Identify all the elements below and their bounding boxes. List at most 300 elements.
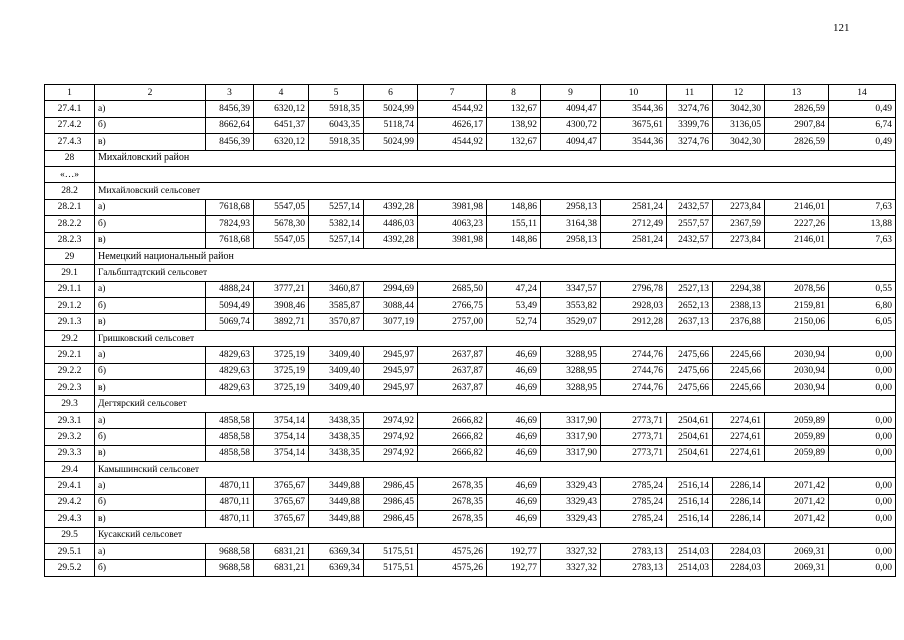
value-cell: 2773,71 [601,429,667,445]
group-row [45,330,896,346]
row-code: 29.2.2 [45,363,95,379]
row-code: 28.2.3 [45,232,95,248]
value-cell: 2432,57 [667,199,713,215]
value-cell: 6369,34 [309,560,364,576]
column-number-header: 6 [364,85,418,101]
value-cell: 4094,47 [541,101,601,117]
value-cell: 3892,71 [254,314,309,330]
value-cell: 3288,95 [541,347,601,363]
value-cell: 5547,05 [254,232,309,248]
value-cell: 2986,45 [364,494,418,510]
value-cell: 3754,14 [254,445,309,461]
value-cell: 138,92 [487,117,541,133]
value-cell: 2785,24 [601,494,667,510]
row-code: 29.1.1 [45,281,95,297]
value-cell: 3077,19 [364,314,418,330]
value-cell: 3725,19 [254,363,309,379]
value-cell: 2284,03 [713,560,765,576]
value-cell: 2030,94 [765,380,829,396]
row-option: б) [95,494,206,510]
table-row [45,445,896,461]
value-cell: 2773,71 [601,445,667,461]
value-cell: 7618,68 [206,199,254,215]
value-cell: 3449,88 [309,511,364,527]
value-cell: 2637,13 [667,314,713,330]
value-cell: 2069,31 [765,560,829,576]
value-cell: 3327,32 [541,543,601,559]
value-cell: 148,86 [487,199,541,215]
value-cell: 2159,81 [765,298,829,314]
value-cell: 3449,88 [309,478,364,494]
row-option: а) [95,347,206,363]
value-cell: 3042,30 [713,101,765,117]
table-row [45,412,896,428]
value-cell: 5175,51 [364,560,418,576]
row-option: б) [95,298,206,314]
value-cell: 4544,92 [418,101,487,117]
row-option: б) [95,560,206,576]
section-code: 29 [45,248,95,264]
column-number-header: 8 [487,85,541,101]
value-cell: 2245,66 [713,347,765,363]
value-cell: 155,11 [487,216,541,232]
table-row [45,478,896,494]
value-cell: 3438,35 [309,412,364,428]
column-number-header: 11 [667,85,713,101]
value-cell: 2945,97 [364,347,418,363]
table-row [45,429,896,445]
value-cell: 3570,87 [309,314,364,330]
table-row [45,560,896,576]
omission-row [45,166,896,182]
value-cell: 46,69 [487,412,541,428]
value-cell: 46,69 [487,478,541,494]
value-cell: 2245,66 [713,363,765,379]
value-cell: 2504,61 [667,412,713,428]
value-cell: 4544,92 [418,134,487,150]
value-cell: 2945,97 [364,380,418,396]
value-cell: 3088,44 [364,298,418,314]
value-cell: 4888,24 [206,281,254,297]
value-cell: 3329,43 [541,511,601,527]
value-cell: 0,55 [829,281,896,297]
value-cell: 0,49 [829,134,896,150]
value-cell: 2712,49 [601,216,667,232]
section-name: Немецкий национальный район [95,248,896,264]
row-code: 27.4.2 [45,117,95,133]
value-cell: 2432,57 [667,232,713,248]
value-cell: 0,00 [829,511,896,527]
row-option: в) [95,445,206,461]
value-cell: 46,69 [487,347,541,363]
value-cell: 2516,14 [667,494,713,510]
row-option: а) [95,543,206,559]
value-cell: 2826,59 [765,101,829,117]
value-cell: 9688,58 [206,543,254,559]
group-name: Михайловский сельсовет [95,183,896,199]
value-cell: 2685,50 [418,281,487,297]
group-row [45,265,896,281]
value-cell: 0,00 [829,560,896,576]
value-cell: 0,00 [829,445,896,461]
value-cell: 2376,88 [713,314,765,330]
value-cell: 5918,35 [309,101,364,117]
group-row [45,396,896,412]
table-row [45,314,896,330]
value-cell: 2974,92 [364,412,418,428]
value-cell: 132,67 [487,101,541,117]
value-cell: 2146,01 [765,199,829,215]
value-cell: 3754,14 [254,429,309,445]
value-cell: 2030,94 [765,347,829,363]
value-cell: 2986,45 [364,511,418,527]
value-cell: 2227,26 [765,216,829,232]
value-cell: 4829,63 [206,347,254,363]
value-cell: 4858,58 [206,429,254,445]
value-cell: 6369,34 [309,543,364,559]
value-cell: 6043,35 [309,117,364,133]
value-cell: 2974,92 [364,445,418,461]
group-name: Дегтярский сельсовет [95,396,896,412]
row-option: б) [95,429,206,445]
column-number-header: 13 [765,85,829,101]
row-option: а) [95,478,206,494]
value-cell: 3725,19 [254,380,309,396]
value-cell: 6,74 [829,117,896,133]
value-cell: 46,69 [487,494,541,510]
value-cell: 3327,32 [541,560,601,576]
value-cell: 3529,07 [541,314,601,330]
value-cell: 3908,46 [254,298,309,314]
value-cell: 52,74 [487,314,541,330]
value-cell: 2666,82 [418,412,487,428]
row-option: в) [95,314,206,330]
value-cell: 2514,03 [667,560,713,576]
value-cell: 3347,57 [541,281,601,297]
value-cell: 7,63 [829,232,896,248]
value-cell: 3765,67 [254,511,309,527]
value-cell: 3136,05 [713,117,765,133]
row-code: 29.3.1 [45,412,95,428]
value-cell: 0,00 [829,363,896,379]
row-code: 29.5.2 [45,560,95,576]
value-cell: 2986,45 [364,478,418,494]
table-row [45,363,896,379]
value-cell: 2994,69 [364,281,418,297]
value-cell: 2286,14 [713,494,765,510]
value-cell: 4858,58 [206,412,254,428]
section-code: 28 [45,150,95,166]
value-cell: 3777,21 [254,281,309,297]
group-row [45,527,896,543]
value-cell: 2475,66 [667,380,713,396]
value-cell: 5547,05 [254,199,309,215]
value-cell: 3409,40 [309,380,364,396]
value-cell: 2284,03 [713,543,765,559]
column-number-header: 10 [601,85,667,101]
row-option: б) [95,363,206,379]
column-number-header: 14 [829,85,896,101]
value-cell: 4486,03 [364,216,418,232]
value-cell: 2678,35 [418,511,487,527]
group-name: Гришковский сельсовет [95,330,896,346]
value-cell: 5118,74 [364,117,418,133]
omission-marker: «…» [45,166,95,182]
value-cell: 3449,88 [309,494,364,510]
group-code: 29.1 [45,265,95,281]
value-cell: 2286,14 [713,511,765,527]
value-cell: 0,00 [829,412,896,428]
table-row [45,494,896,510]
value-cell: 4858,58 [206,445,254,461]
value-cell: 3399,76 [667,117,713,133]
tariff-table [44,84,896,577]
value-cell: 2286,14 [713,478,765,494]
value-cell: 2581,24 [601,199,667,215]
value-cell: 4392,28 [364,199,418,215]
value-cell: 46,69 [487,511,541,527]
value-cell: 3288,95 [541,363,601,379]
row-option: в) [95,134,206,150]
group-code: 29.4 [45,461,95,477]
value-cell: 2666,82 [418,445,487,461]
value-cell: 4870,11 [206,511,254,527]
value-cell: 3042,30 [713,134,765,150]
value-cell: 2388,13 [713,298,765,314]
group-code: 29.2 [45,330,95,346]
value-cell: 3409,40 [309,363,364,379]
row-code: 29.4.2 [45,494,95,510]
value-cell: 3438,35 [309,445,364,461]
value-cell: 2678,35 [418,478,487,494]
value-cell: 0,00 [829,429,896,445]
value-cell: 6,05 [829,314,896,330]
value-cell: 5678,30 [254,216,309,232]
value-cell: 3460,87 [309,281,364,297]
value-cell: 2475,66 [667,363,713,379]
value-cell: 3438,35 [309,429,364,445]
value-cell: 3544,36 [601,134,667,150]
table-row [45,134,896,150]
value-cell: 46,69 [487,445,541,461]
value-cell: 6,80 [829,298,896,314]
value-cell: 2744,76 [601,363,667,379]
value-cell: 4870,11 [206,478,254,494]
value-cell: 2945,97 [364,363,418,379]
value-cell: 46,69 [487,363,541,379]
row-option: в) [95,380,206,396]
table-row [45,199,896,215]
page-number: 121 [833,22,850,34]
row-code: 29.1.2 [45,298,95,314]
column-number-header: 2 [95,85,206,101]
value-cell: 2059,89 [765,429,829,445]
column-number-header: 7 [418,85,487,101]
value-cell: 2744,76 [601,347,667,363]
value-cell: 6831,21 [254,543,309,559]
value-cell: 2504,61 [667,445,713,461]
row-code: 29.3.3 [45,445,95,461]
value-cell: 0,00 [829,380,896,396]
value-cell: 3553,82 [541,298,601,314]
value-cell: 2678,35 [418,494,487,510]
value-cell: 3317,90 [541,429,601,445]
value-cell: 192,77 [487,560,541,576]
section-row [45,150,896,166]
value-cell: 3675,61 [601,117,667,133]
row-code: 29.5.1 [45,543,95,559]
value-cell: 7824,93 [206,216,254,232]
column-number-header: 12 [713,85,765,101]
value-cell: 0,00 [829,347,896,363]
value-cell: 2514,03 [667,543,713,559]
table-row [45,511,896,527]
value-cell: 2516,14 [667,478,713,494]
value-cell: 3765,67 [254,478,309,494]
value-cell: 4575,26 [418,543,487,559]
column-number-header: 9 [541,85,601,101]
row-code: 29.4.1 [45,478,95,494]
value-cell: 2785,24 [601,511,667,527]
value-cell: 2274,61 [713,412,765,428]
value-cell: 2773,71 [601,412,667,428]
row-code: 29.3.2 [45,429,95,445]
value-cell: 2826,59 [765,134,829,150]
group-name: Гальбштадтский сельсовет [95,265,896,281]
value-cell: 13,88 [829,216,896,232]
value-cell: 4300,72 [541,117,601,133]
value-cell: 3765,67 [254,494,309,510]
value-cell: 2958,13 [541,199,601,215]
table-row [45,281,896,297]
value-cell: 2150,06 [765,314,829,330]
value-cell: 3754,14 [254,412,309,428]
value-cell: 5069,74 [206,314,254,330]
group-row [45,183,896,199]
value-cell: 5918,35 [309,134,364,150]
value-cell: 3329,43 [541,494,601,510]
table-row [45,101,896,117]
value-cell: 4870,11 [206,494,254,510]
row-option: б) [95,216,206,232]
group-code: 29.5 [45,527,95,543]
value-cell: 2744,76 [601,380,667,396]
value-cell: 3981,98 [418,199,487,215]
group-name: Кусакский сельсовет [95,527,896,543]
value-cell: 8662,64 [206,117,254,133]
value-cell: 2666,82 [418,429,487,445]
value-cell: 8456,39 [206,134,254,150]
row-option: в) [95,232,206,248]
value-cell: 2274,61 [713,429,765,445]
value-cell: 2637,87 [418,363,487,379]
table-row [45,380,896,396]
value-cell: 3544,36 [601,101,667,117]
value-cell: 7618,68 [206,232,254,248]
value-cell: 0,00 [829,478,896,494]
value-cell: 2757,00 [418,314,487,330]
value-cell: 2516,14 [667,511,713,527]
value-cell: 3585,87 [309,298,364,314]
value-cell: 5024,99 [364,134,418,150]
table-body [45,101,896,576]
value-cell: 2928,03 [601,298,667,314]
value-cell: 2475,66 [667,347,713,363]
value-cell: 4094,47 [541,134,601,150]
row-option: в) [95,511,206,527]
column-number-header: 5 [309,85,364,101]
value-cell: 5024,99 [364,101,418,117]
value-cell: 6320,12 [254,134,309,150]
value-cell: 0,00 [829,543,896,559]
value-cell: 2652,13 [667,298,713,314]
value-cell: 2274,61 [713,445,765,461]
row-option: а) [95,101,206,117]
column-number-header: 4 [254,85,309,101]
value-cell: 148,86 [487,232,541,248]
row-code: 28.2.2 [45,216,95,232]
row-code: 27.4.3 [45,134,95,150]
value-cell: 47,24 [487,281,541,297]
group-row [45,461,896,477]
value-cell: 2030,94 [765,363,829,379]
row-code: 29.2.1 [45,347,95,363]
row-code: 27.4.1 [45,101,95,117]
row-code: 29.4.3 [45,511,95,527]
value-cell: 2785,24 [601,478,667,494]
value-cell: 5175,51 [364,543,418,559]
value-cell: 2059,89 [765,412,829,428]
value-cell: 3288,95 [541,380,601,396]
value-cell: 2557,57 [667,216,713,232]
section-row [45,248,896,264]
value-cell: 2078,56 [765,281,829,297]
row-code: 29.2.3 [45,380,95,396]
table-row [45,232,896,248]
value-cell: 46,69 [487,380,541,396]
value-cell: 4626,17 [418,117,487,133]
column-number-header: 1 [45,85,95,101]
table-row [45,347,896,363]
value-cell: 5257,14 [309,232,364,248]
value-cell: 2059,89 [765,445,829,461]
group-code: 29.3 [45,396,95,412]
value-cell: 4829,63 [206,363,254,379]
value-cell: 2766,75 [418,298,487,314]
value-cell: 3981,98 [418,232,487,248]
value-cell: 2273,84 [713,199,765,215]
value-cell: 2783,13 [601,560,667,576]
value-cell: 4829,63 [206,380,254,396]
value-cell: 53,49 [487,298,541,314]
value-cell: 2796,78 [601,281,667,297]
value-cell: 3725,19 [254,347,309,363]
value-cell: 2294,38 [713,281,765,297]
column-number-row [45,85,896,101]
group-code: 28.2 [45,183,95,199]
value-cell: 9688,58 [206,560,254,576]
section-name: Михайловский район [95,150,896,166]
value-cell: 0,00 [829,494,896,510]
value-cell: 2146,01 [765,232,829,248]
value-cell: 132,67 [487,134,541,150]
value-cell: 2504,61 [667,429,713,445]
value-cell: 3274,76 [667,101,713,117]
row-code: 28.2.1 [45,199,95,215]
row-option: а) [95,281,206,297]
value-cell: 7,63 [829,199,896,215]
value-cell: 4575,26 [418,560,487,576]
